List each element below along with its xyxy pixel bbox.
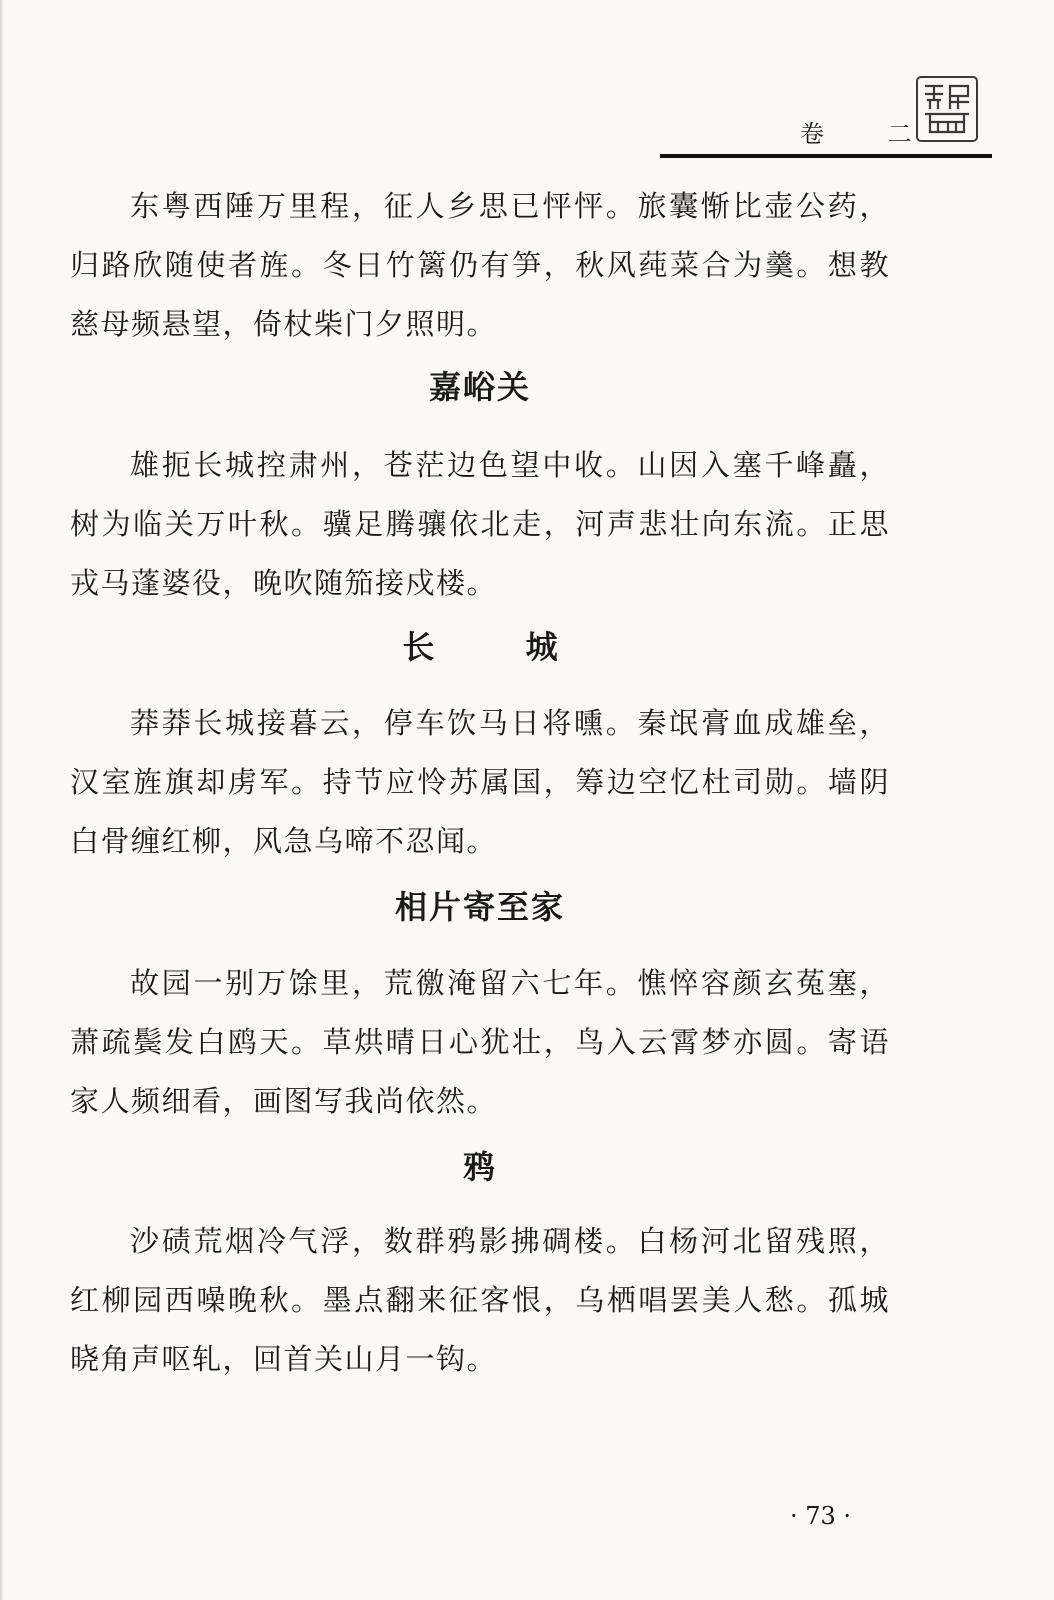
poem-text: 东粤西陲万里程，征人乡思已怦怦。旅囊惭比壶公药，归路欣随使者旌。冬日竹篱仍有笋，秋风莼菜合为羹。想教慈母频悬望，倚杖柴门夕照明。 <box>70 189 890 341</box>
page-edge <box>0 0 4 1600</box>
poem-title: 嘉峪关 <box>428 368 531 406</box>
poem-title: 相片寄至家 <box>394 888 565 926</box>
poem-title: 鸦 <box>462 1148 497 1186</box>
poem-text: 雄扼长城控肃州，苍茫边色望中收。山因入塞千峰矗，树为临关万叶秋。骥足腾骧依北走，河声悲壮向东流。正思戎马蓬婆役，晚吹随笳接戍楼。 <box>70 448 890 600</box>
header-rule <box>660 154 992 158</box>
poem-text: 莽莽长城接暮云，停车饮马日将曛。秦氓膏血成雄垒，汉室旌旗却虏军。持节应怜苏属国，筹边空忆杜司勋。墙阴白骨缠红柳，风急乌啼不忍闻。 <box>70 706 890 858</box>
poem-text: 沙碛荒烟冷气浮，数群鸦影拂碉楼。白杨河北留残照，红柳园西噪晚秋。墨点翻来征客恨，乌栖唱罢美人愁。孤城晓角声呕轧，回首关山月一钩。 <box>70 1224 890 1376</box>
poem-text: 故园一别万馀里，荒徼淹留六七年。憔悴容颜玄菟塞，萧疏鬓发白鸥天。草烘晴日心犹壮，鸟入云霄梦亦圆。寄语家人频细看，画图写我尚依然。 <box>70 966 890 1118</box>
page-number: · 73 · <box>790 1502 852 1530</box>
poem-title: 长 城 <box>402 628 598 666</box>
running-head: 卷 二 <box>800 120 940 148</box>
